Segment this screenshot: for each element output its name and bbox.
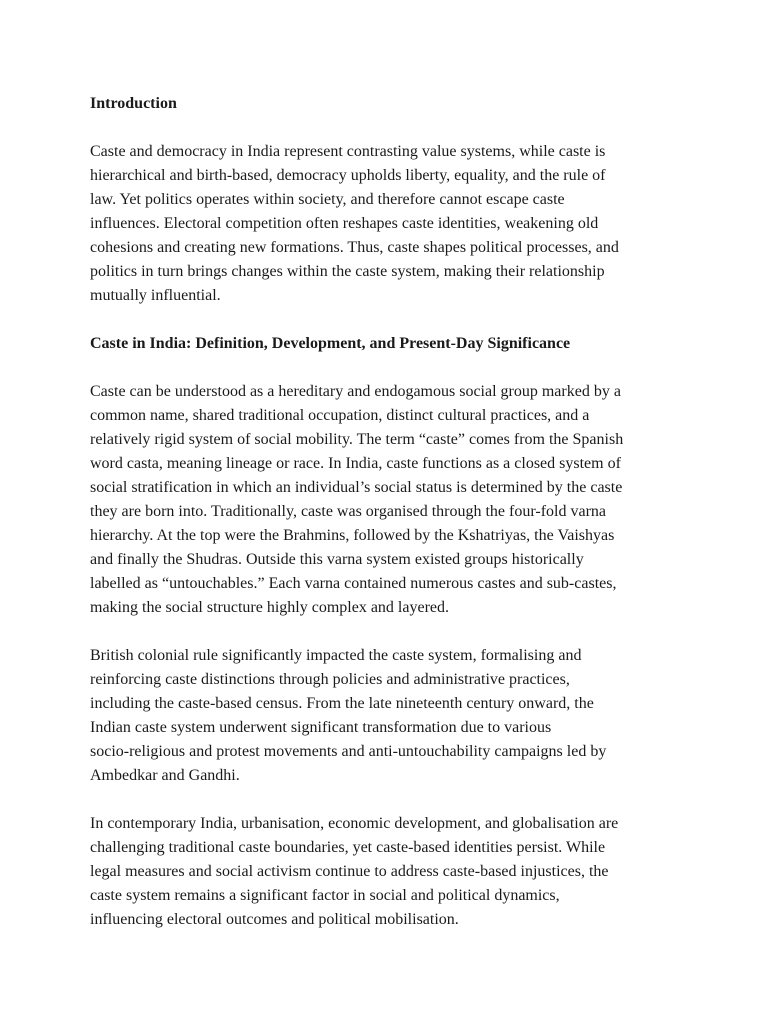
text-line: legal measures and social activism continue to address caste-based injustices, the [90, 863, 609, 880]
text-line: politics in turn brings changes within the caste system, making their relationship [90, 263, 605, 280]
text-line: including the caste-based census. From the late nineteenth century onward, the [90, 695, 594, 712]
text-line: Caste and democracy in India represent contrasting value systems, while caste is [90, 143, 606, 160]
text-line: law. Yet politics operates within society, and therefore cannot escape caste [90, 191, 565, 208]
text-line: challenging traditional caste boundaries, yet caste-based identities persist. While [90, 839, 606, 856]
text-line: hierarchical and birth-based, democracy upholds liberty, equality, and the rule of [90, 167, 606, 184]
text-line: Ambedkar and Gandhi. [90, 767, 240, 784]
text-line: cohesions and creating new formations. Thus, caste shapes political processes, and [90, 239, 619, 256]
paragraph-introduction [90, 140, 680, 308]
text-line: labelled as “untouchables.” Each varna contained numerous castes and sub-castes, [90, 575, 617, 592]
text-line: influencing electoral outcomes and political mobilisation. [90, 911, 459, 928]
paragraph-colonial-rule [90, 644, 680, 788]
paragraph-contemporary [90, 812, 680, 932]
text-line: mutually influential. [90, 287, 221, 304]
text-line: In contemporary India, urbanisation, economic development, and globalisation are [90, 815, 619, 832]
text-line: Indian caste system underwent significant transformation due to various [90, 719, 552, 736]
text-line: they are born into. Traditionally, caste was organised through the four-fold varna [90, 503, 606, 520]
paragraph-definition [90, 380, 680, 620]
text-line: and finally the Shudras. Outside this varna system existed groups historically [90, 551, 584, 568]
section-heading-caste-in-india: Caste in India: Definition, Development, and Present-Day Significance [90, 335, 571, 352]
text-line: socio-religious and protest movements and anti-untouchability campaigns led by [90, 743, 607, 760]
text-line: reinforcing caste distinctions through policies and administrative practices, [90, 671, 570, 688]
document-body [90, 92, 680, 956]
text-line: relatively rigid system of social mobility. The term “caste” comes from the Spanish [90, 431, 624, 448]
text-line: influences. Electoral competition often reshapes caste identities, weakening old [90, 215, 599, 232]
text-line: caste system remains a significant factor in social and political dynamics, [90, 887, 560, 904]
text-line: hierarchy. At the top were the Brahmins, followed by the Kshatriyas, the Vaishyas [90, 527, 615, 544]
text-line: common name, shared traditional occupation, distinct cultural practices, and a [90, 407, 590, 424]
section-heading-introduction: Introduction [90, 95, 177, 112]
text-line: Caste can be understood as a hereditary and endogamous social group marked by a [90, 383, 621, 400]
text-line: social stratification in which an individual’s social status is determined by the caste [90, 479, 623, 496]
text-line: making the social structure highly complex and layered. [90, 599, 449, 616]
text-line: British colonial rule significantly impacted the caste system, formalising and [90, 647, 582, 664]
text-line: word casta, meaning lineage or race. In India, caste functions as a closed system of [90, 455, 621, 472]
